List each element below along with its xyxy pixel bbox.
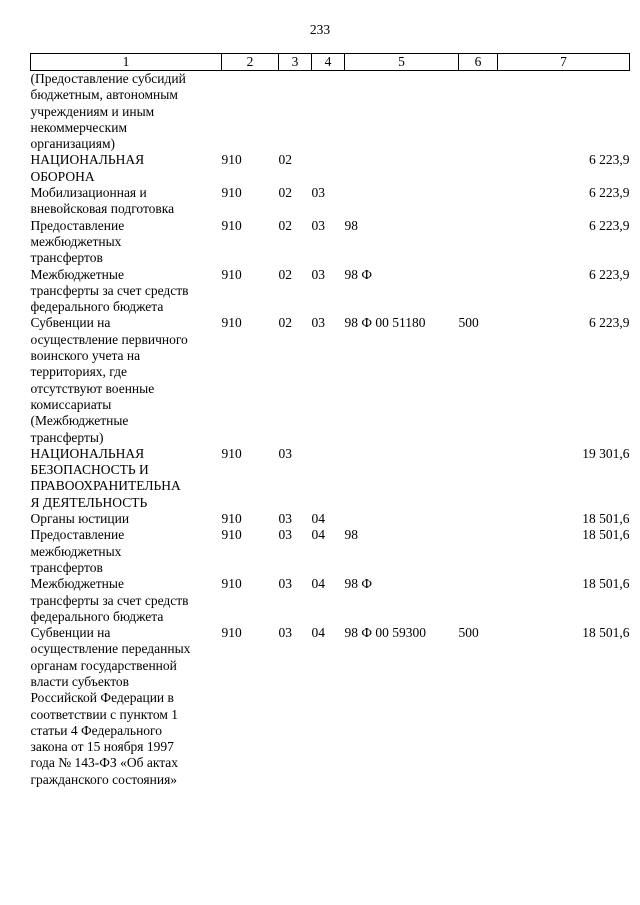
target-article-cell: 98 Ф (344, 576, 373, 592)
table-row (31, 511, 630, 527)
item-name-cell: Органы юстиции (30, 511, 130, 527)
table-row (31, 218, 630, 267)
subsection-code-cell: 03 (311, 185, 325, 201)
subsection-code-cell: 03 (311, 266, 325, 282)
expense-type-cell: 500 (458, 315, 479, 331)
amount-cell: 18 501,6 (582, 527, 630, 543)
subsection-code-cell: 04 (311, 576, 325, 592)
item-name-cell: НАЦИОНАЛЬНАЯ ОБОРОНА (30, 152, 145, 184)
page-number: 233 (309, 22, 331, 37)
amount-cell: 6 223,9 (589, 185, 630, 201)
table-row (31, 185, 630, 218)
subsection-code-cell: 03 (311, 217, 325, 233)
column-header: 5 (345, 54, 459, 71)
column-header: 3 (279, 54, 312, 71)
admin-code-cell: 910 (221, 527, 242, 543)
amount-cell: 6 223,9 (589, 217, 630, 233)
section-code-cell: 03 (278, 625, 292, 641)
target-article-cell (345, 71, 459, 153)
target-article-cell: 98 Ф 00 51180 (344, 315, 426, 331)
table-row (31, 446, 630, 511)
section-code-cell: 02 (278, 315, 292, 331)
table-body (31, 71, 630, 789)
item-name-cell: Межбюджетные трансферты за счет средств федерального бюджета (30, 266, 189, 315)
target-article-cell: 98 (344, 217, 358, 233)
admin-code-cell: 910 (221, 185, 242, 201)
amount-cell: 19 301,6 (582, 445, 630, 461)
section-code-cell: 02 (278, 217, 292, 233)
subsection-code-cell (312, 446, 345, 511)
admin-code-cell: 910 (221, 445, 242, 461)
admin-code-cell: 910 (221, 511, 242, 527)
table-row (31, 625, 630, 788)
table-row (31, 527, 630, 576)
expense-type-cell (459, 152, 498, 185)
amount-cell: 6 223,9 (589, 315, 630, 331)
column-number-row (31, 54, 630, 71)
target-article-cell: 98 (344, 527, 358, 543)
item-name-cell: (Предоставление субсидий бюджетным, автономным учреждениям и иным некоммерческим организациям) (30, 71, 186, 152)
section-code-cell: 03 (278, 445, 292, 461)
budget-table (30, 53, 630, 788)
target-article-cell (345, 446, 459, 511)
amount-cell: 18 501,6 (582, 511, 630, 527)
column-header: 1 (31, 54, 222, 71)
column-header: 2 (222, 54, 279, 71)
expense-type-cell (459, 218, 498, 267)
admin-code-cell: 910 (221, 152, 242, 168)
expense-type-cell: 500 (458, 625, 479, 641)
subsection-code-cell (312, 71, 345, 153)
column-header: 7 (498, 54, 630, 71)
target-article-cell (345, 511, 459, 527)
expense-type-cell (459, 527, 498, 576)
column-header: 4 (312, 54, 345, 71)
admin-code-cell: 910 (221, 625, 242, 641)
item-name-cell: Предоставление межбюджетных трансфертов (30, 217, 125, 266)
section-code-cell: 03 (278, 511, 292, 527)
table-row (31, 267, 630, 316)
section-code-cell: 03 (278, 576, 292, 592)
subsection-code-cell: 04 (311, 625, 325, 641)
amount-cell: 6 223,9 (589, 266, 630, 282)
amount-cell: 18 501,6 (582, 625, 630, 641)
amount-cell: 6 223,9 (589, 152, 630, 168)
subsection-code-cell: 04 (311, 527, 325, 543)
subsection-code-cell: 03 (311, 315, 325, 331)
item-name-cell: Предоставление межбюджетных трансфертов (30, 527, 125, 575)
expense-type-cell (459, 511, 498, 527)
item-name-cell: Мобилизационная и вневойсковая подготовка (30, 185, 175, 217)
section-code-cell (279, 71, 312, 153)
item-name-cell: Субвенции на осуществление переданных органам государственной власти субъектов Российской Федерации в соответствии с пунктом 1 статьи 4 Федерального закона от 15 ноября 1997 года № 143-ФЗ «Об актах гражданского состояния» (30, 625, 191, 787)
target-article-cell (345, 152, 459, 185)
admin-code-cell (222, 71, 279, 153)
admin-code-cell: 910 (221, 266, 242, 282)
table-row (31, 315, 630, 445)
target-article-cell (345, 185, 459, 218)
table-row (31, 576, 630, 625)
subsection-code-cell: 04 (311, 511, 325, 527)
section-code-cell: 02 (278, 266, 292, 282)
target-article-cell: 98 Ф 00 59300 (344, 625, 427, 641)
expense-type-cell (459, 185, 498, 218)
item-name-cell: Субвенции на осуществление первичного воинского учета на территориях, где отсутствуют военные комиссариаты (Межбюджетные трансферты) (30, 315, 188, 445)
item-name-cell: Межбюджетные трансферты за счет средств федерального бюджета (30, 576, 189, 624)
table-row (31, 152, 630, 185)
amount-cell: 18 501,6 (582, 576, 630, 592)
expense-type-cell (459, 71, 498, 153)
subsection-code-cell (312, 152, 345, 185)
amount-cell (498, 71, 630, 153)
column-header: 6 (459, 54, 498, 71)
section-code-cell: 02 (278, 152, 292, 168)
target-article-cell: 98 Ф (344, 266, 373, 282)
admin-code-cell: 910 (221, 217, 242, 233)
expense-type-cell (459, 267, 498, 316)
table-row (31, 71, 630, 153)
section-code-cell: 03 (278, 527, 292, 543)
section-code-cell: 02 (278, 185, 292, 201)
admin-code-cell: 910 (221, 315, 242, 331)
admin-code-cell: 910 (221, 576, 242, 592)
expense-type-cell (459, 446, 498, 511)
item-name-cell: НАЦИОНАЛЬНАЯ БЕЗОПАСНОСТЬ И ПРАВООХРАНИТЕЛЬНА Я ДЕЯТЕЛЬНОСТЬ (30, 445, 181, 510)
expense-type-cell (459, 576, 498, 625)
